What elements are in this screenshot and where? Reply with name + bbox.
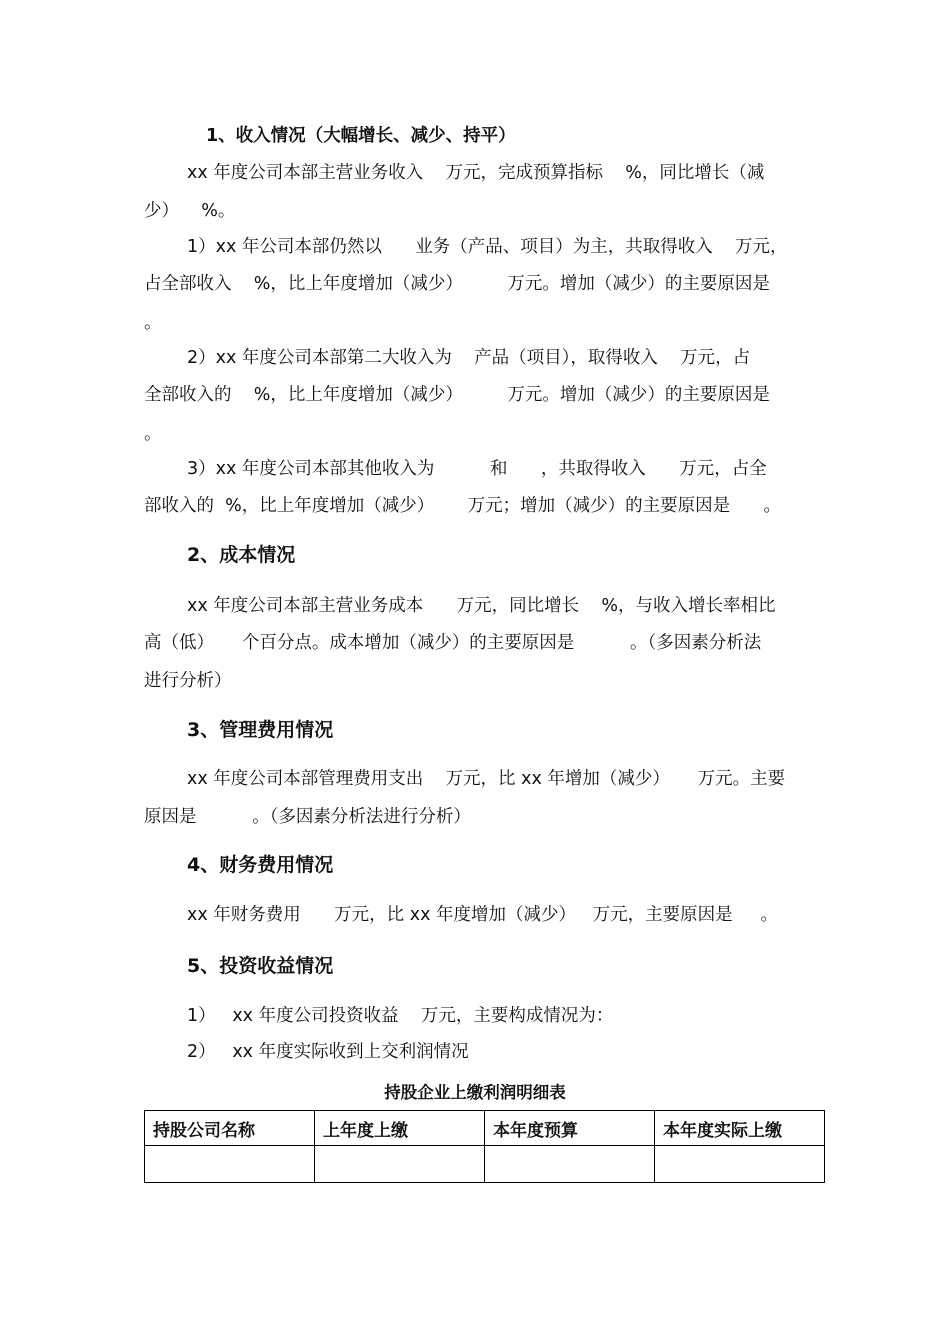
- table-caption: 持股企业上缴利润明细表: [384, 1083, 566, 1102]
- header-budget: 本年度预算: [485, 1111, 655, 1146]
- section4-line1: xx 年财务费用 万元，比 xx 年度增加（减少） 万元，主要原因是 。: [187, 905, 778, 925]
- profit-table: [144, 1110, 825, 1183]
- table-cell[interactable]: [655, 1146, 825, 1183]
- header-company: 持股公司名称: [145, 1111, 315, 1146]
- section1-para2-line2: 占全部收入 %，比上年度增加（减少） 万元。增加（减少）的主要原因是: [144, 274, 770, 294]
- section3-heading: 3、管理费用情况: [187, 719, 334, 741]
- section1-para3-line1: 2）xx 年度公司本部第二大收入为 产品（项目），取得收入 万元，占: [187, 348, 751, 368]
- section2-heading: 2、成本情况: [187, 544, 296, 566]
- section1-para3-line2: 全部收入的 %，比上年度增加（减少） 万元。增加（减少）的主要原因是: [144, 385, 770, 405]
- section3-line1: xx 年度公司本部管理费用支出 万元，比 xx 年增加（减少） 万元。主要: [187, 769, 786, 789]
- section4-heading: 4、财务费用情况: [187, 854, 334, 876]
- section1-para4-line1: 3）xx 年度公司本部其他收入为 和 ，共取得收入 万元，占全: [187, 459, 767, 479]
- table-header-row: [145, 1111, 825, 1146]
- section1-para2-line3: 。: [144, 313, 162, 333]
- table-row: [145, 1146, 825, 1183]
- section5-item1: 1） xx 年度公司投资收益 万元，主要构成情况为：: [187, 1006, 614, 1026]
- header-last-year: 上年度上缴: [315, 1111, 485, 1146]
- table-cell[interactable]: [145, 1146, 315, 1183]
- section1-heading: 1、收入情况（大幅增长、减少、持平）: [206, 126, 516, 146]
- section5-heading: 5、投资收益情况: [187, 955, 334, 977]
- header-actual: 本年度实际上缴: [655, 1111, 825, 1146]
- section2-line1: xx 年度公司本部主营业务成本 万元，同比增长 %，与收入增长率相比: [187, 596, 776, 616]
- section3-line2: 原因是 。（多因素分析法进行分析）: [144, 807, 471, 827]
- section1-para3-line3: 。: [144, 424, 162, 444]
- table-cell[interactable]: [485, 1146, 655, 1183]
- table-cell[interactable]: [315, 1146, 485, 1183]
- section1-para1-line2: 少） %。: [144, 201, 236, 221]
- section2-line3: 进行分析）: [144, 671, 232, 691]
- section1-para2-line1: 1）xx 年公司本部仍然以 业务（产品、项目）为主，共取得收入 万元，: [187, 237, 788, 257]
- section2-line2: 高（低） 个百分点。成本增加（减少）的主要原因是 。（多因素分析法: [144, 633, 762, 653]
- section1-para1-line1: xx 年度公司本部主营业务收入 万元，完成预算指标 %，同比增长（减: [187, 163, 765, 183]
- section5-item2: 2） xx 年度实际收到上交利润情况: [187, 1042, 469, 1062]
- section1-para4-line2: 部收入的 %，比上年度增加（减少） 万元；增加（减少）的主要原因是 。: [144, 496, 782, 516]
